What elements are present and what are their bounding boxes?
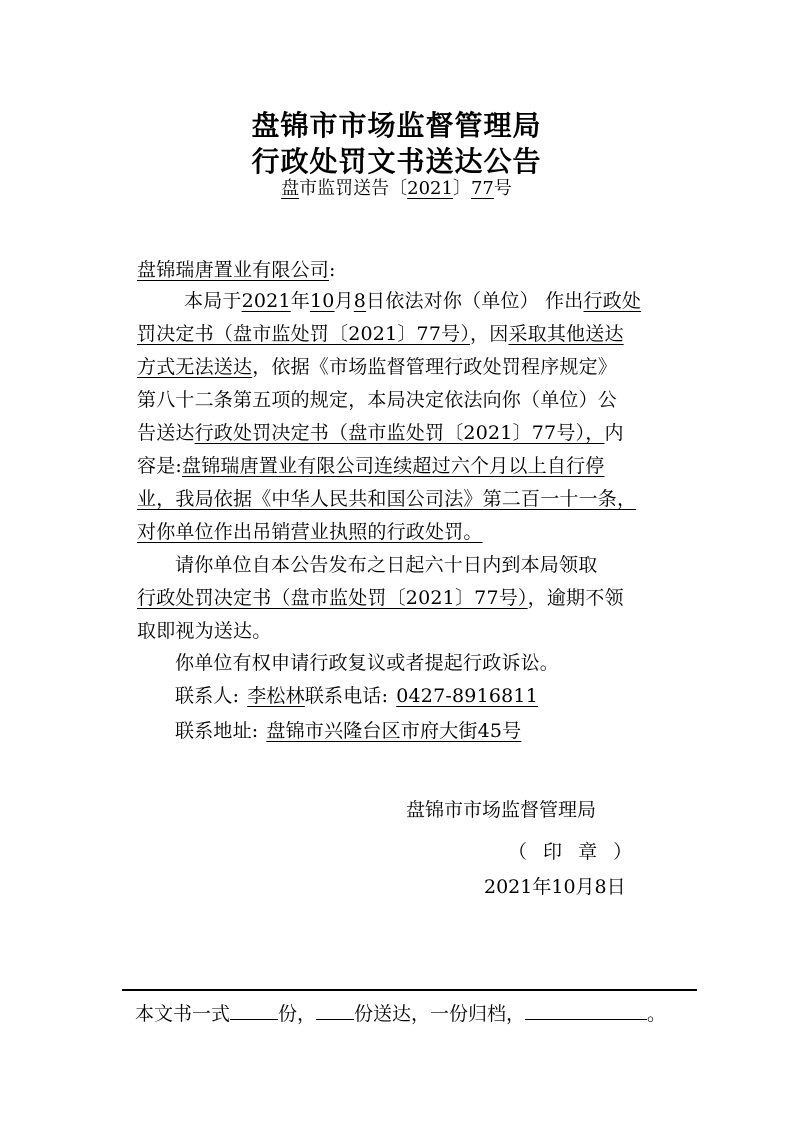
text-run: ，依据《市场监督管理行政处罚程序规定》 <box>252 356 618 378</box>
doc-no-serial: 77 <box>470 178 494 199</box>
signature-seal: （ 印 章 ） <box>508 841 633 863</box>
contact-phone: 0427-8916811 <box>396 685 539 707</box>
doc-no-year: 2021 <box>407 178 453 199</box>
contact-person: 李松林 <box>247 685 305 707</box>
paragraph-1-line-1 <box>184 286 641 313</box>
paragraph-1-line-4: 第八十二条第五项的规定，本局决定依法向你（单位）公 <box>137 389 618 411</box>
reason-end: 方式无法送达 <box>137 356 253 378</box>
signature-org: 盘锦市市场监督管理局 <box>406 799 597 821</box>
decision-ref: 行政处罚决定书（盘市监处罚〔2021〕77号） <box>137 587 528 609</box>
addressee-name: 盘锦瑞唐置业有限公司 <box>137 259 330 281</box>
text-run: 年 <box>290 290 310 312</box>
paragraph-1-line-5 <box>137 418 624 445</box>
paragraph-1-line-6 <box>137 451 604 478</box>
text-run: ，因 <box>470 323 509 345</box>
text-run: 内 <box>604 422 624 444</box>
content-text: 业，我局依据《中华人民共和国公司法》第二百一十一条， <box>137 488 637 510</box>
contact-phone-label: 联系电话: <box>304 685 389 707</box>
reason-start: 采取其他送达 <box>508 323 624 345</box>
footer-text: 份， <box>278 1003 317 1025</box>
text-run: ，逾期不领 <box>527 587 624 609</box>
paragraph-1-line-7 <box>137 484 636 511</box>
signature-date: 2021年10月8日 <box>484 876 626 898</box>
text-run: 日依法对你（单位） 作出 <box>366 290 584 312</box>
decision-ref: 行政处罚决定书（盘市监处罚〔2021〕77号）， <box>194 422 605 444</box>
paragraph-2-line-2 <box>137 583 624 610</box>
company-name: 盘锦瑞唐置业有限公司 <box>182 455 375 477</box>
footer-text: 份送达，一份归档， <box>354 1003 526 1025</box>
doc-no-suffix: 号 <box>493 178 512 199</box>
footer-note <box>135 999 666 1026</box>
decision-ref: 罚决定书（盘市监处罚〔2021〕77号） <box>137 323 471 345</box>
doc-no-mid: 市监罚送告〔 <box>299 178 408 199</box>
address-line <box>175 716 521 743</box>
content-text: 连续超过六个月以上自行停 <box>374 455 605 477</box>
footer-divider <box>122 989 697 991</box>
footer-blank-copies <box>230 1001 278 1020</box>
paragraph-1-line-2 <box>137 319 624 346</box>
text-run: 告送达 <box>137 422 195 444</box>
document-number <box>0 174 793 200</box>
doc-no-bracket: 〕 <box>452 178 471 199</box>
paragraph-1-line-8 <box>137 517 483 544</box>
footer-blank-other <box>525 1001 647 1020</box>
document-title-line2: 行政处罚文书送达公告 <box>251 145 542 178</box>
contact-address: 盘锦市兴隆台区市府大街45号 <box>266 720 522 742</box>
document-title-line1: 盘锦市市场监督管理局 <box>251 109 542 142</box>
doc-no-prefix: 盘 <box>281 178 300 199</box>
text-run: 本局于 <box>184 290 242 312</box>
contact-line <box>175 681 538 708</box>
text-run: 容是: <box>137 455 183 477</box>
date-day: 8 <box>353 290 367 312</box>
footer-text: 本文书一式 <box>135 1003 231 1025</box>
paragraph-2-line-3: 取即视为送达。 <box>137 620 272 642</box>
date-month: 10 <box>309 290 335 312</box>
addressee <box>137 255 336 282</box>
date-year: 2021 <box>241 290 291 312</box>
paragraph-1-line-3 <box>137 352 617 379</box>
addressee-colon: : <box>329 259 336 281</box>
paragraph-3: 你单位有权申请行政复议或者提起行政诉讼。 <box>175 652 560 674</box>
content-text: 对你单位作出吊销营业执照的行政处罚。 <box>137 521 483 543</box>
contact-address-label: 联系地址: <box>175 720 259 742</box>
decision-ref-start: 行政处 <box>583 290 642 312</box>
footer-blank-served <box>316 1001 354 1020</box>
footer-text: 。 <box>647 1003 667 1025</box>
text-run: 月 <box>334 290 354 312</box>
contact-person-label: 联系人: <box>175 685 240 707</box>
paragraph-2-line-1: 请你单位自本公告发布之日起六十日内到本局领取 <box>175 554 598 576</box>
